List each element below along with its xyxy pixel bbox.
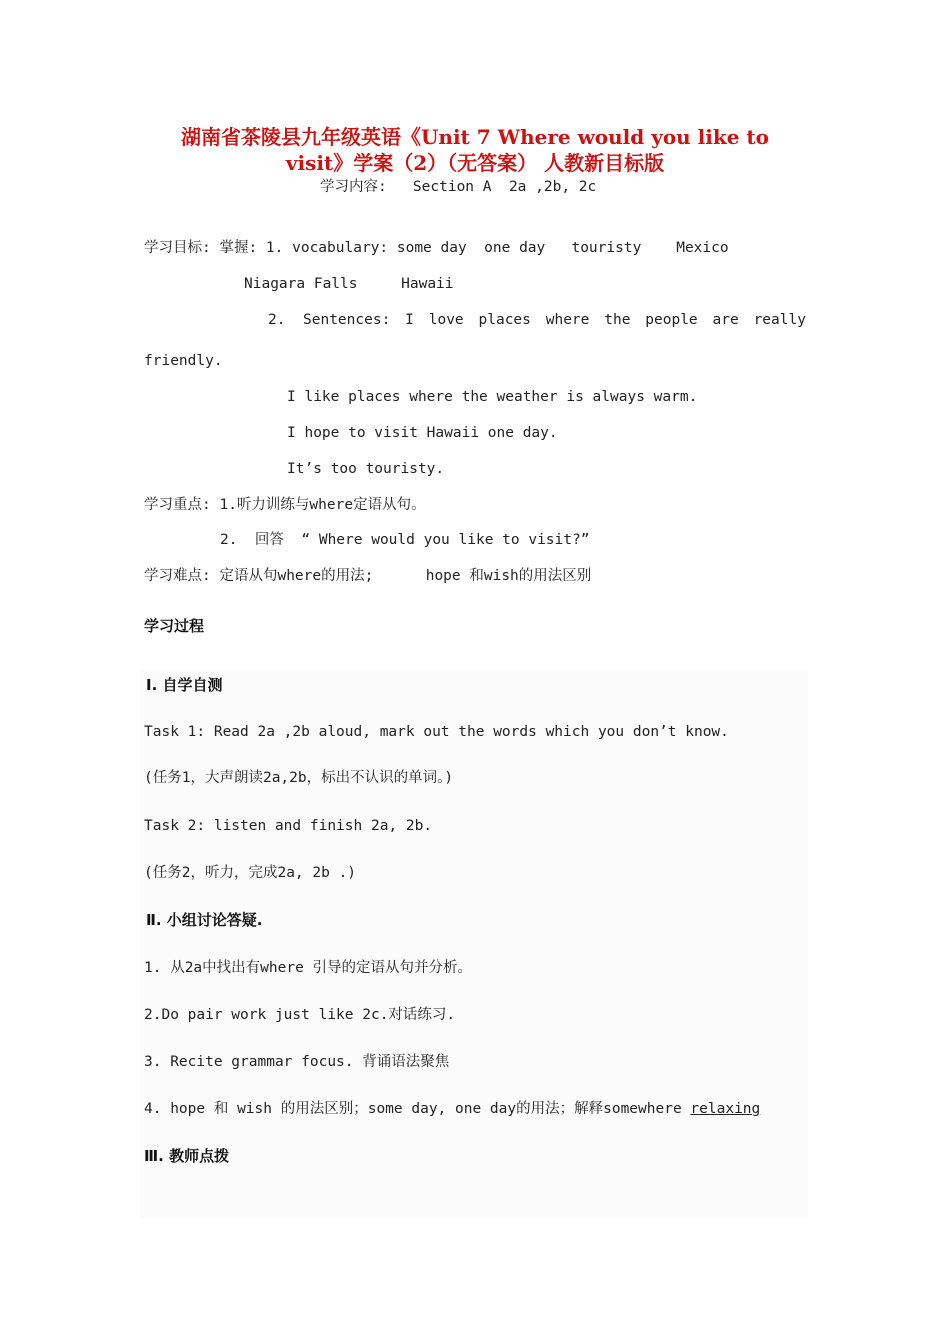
document-title-line-1: 湖南省茶陵县九年级英语《Unit 7 Where would you like to [180,125,770,149]
discussion-item-3: 3. Recite grammar focus. 背诵语法聚焦 [144,1054,450,1070]
task-1: Task 1: Read 2a ,2b aloud, mark out the words which you don’t know. [144,724,729,740]
sentences-number: 2. [268,312,286,328]
sentence-word: the [604,312,631,328]
sentence-3: I hope to visit Hawaii one day. [287,425,558,441]
sentences-first-line [303,310,806,330]
task-1-chinese: (任务1，大声朗读2a,2b，标出不认识的单词。) [144,770,454,786]
sentences-continuation: friendly. [144,353,223,369]
discussion-item-4-underlined-word: relaxing [690,1101,761,1117]
sentence-word: people [645,312,698,328]
discussion-item-4 [144,1099,760,1119]
section-3-heading: Ⅲ. 教师点拨 [144,1147,230,1165]
sentence-word: where [545,312,590,328]
section-2-heading: Ⅱ. 小组讨论答疑. [146,911,263,929]
objectives-vocab-line-2: Niagara Falls Hawaii [244,276,454,292]
sentence-2: I like places where the weather is always warm. [287,389,698,405]
sentence-word: really [753,312,806,328]
sentence-word: love [428,312,464,328]
sentence-word: Sentences: [303,312,391,328]
sentence-word: I [405,312,414,328]
key-points-line-1: 学习重点: 1.听力训练与where定语从句。 [144,497,426,513]
task-2: Task 2: listen and finish 2a, 2b. [144,818,433,834]
task-2-chinese: (任务2，听力，完成2a, 2b .) [144,865,357,881]
sentence-word: are [712,312,739,328]
objectives-label: 学习目标: 掌握: 1. vocabulary: some day one day touristy Mexico [144,240,729,256]
discussion-item-1: 1. 从2a中找出有where 引导的定语从句并分析。 [144,960,473,976]
sentence-4: It’s too touristy. [287,461,445,477]
discussion-item-4-text: 4. hope 和 wish 的用法区别；some day, one day的用法；解释somewhere [144,1101,691,1117]
difficulty-line: 学习难点: 定语从句where的用法; hope 和wish的用法区别 [144,568,592,584]
content-line: 学习内容: Section A 2a ,2b, 2c [320,179,597,195]
discussion-item-2: 2.Do pair work just like 2c.对话练习. [144,1007,456,1023]
sentence-word: places [478,312,531,328]
key-points-line-2: 2. 回答 “ Where would you like to visit?” [220,532,590,548]
learning-process-box [140,670,808,1218]
document-title-line-2: visit》学案（2）（无答案） 人教新目标版 [285,151,665,175]
section-1-heading: Ⅰ. 自学自测 [146,676,223,694]
process-heading: 学习过程 [144,617,205,635]
